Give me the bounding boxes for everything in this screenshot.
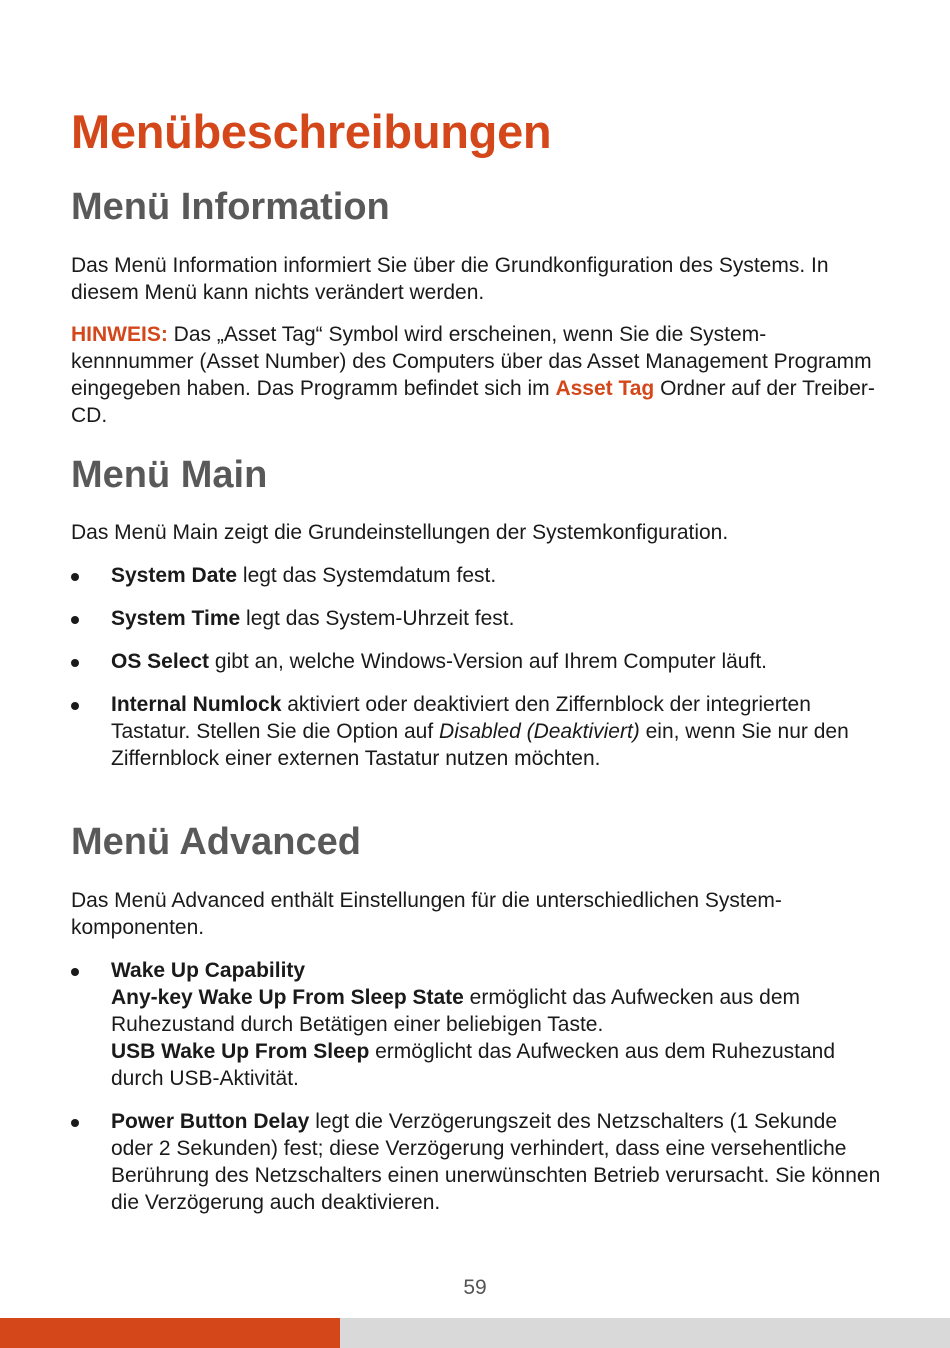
item-term: Wake Up Capability bbox=[111, 959, 306, 982]
list-item bbox=[71, 1108, 883, 1216]
section-heading-information: Menü Information bbox=[71, 186, 390, 228]
note-text-2: Ordner auf der Treiber-CD. bbox=[71, 377, 875, 427]
page-number: 59 bbox=[463, 1276, 487, 1299]
advanced-list bbox=[71, 957, 883, 1216]
item-term: Internal Numlock bbox=[111, 693, 282, 716]
information-note bbox=[71, 321, 883, 429]
item-text: legt die Verzögerungszeit des Netzschalters (1 Sekunde oder 2 Sekunden) fest; diese Verzögerung verhindert, dass eine versehentliche Berührung des Netzschalters einen unerwünschten Betrieb verursacht. Sie können die Verzögerung auch deaktivieren. bbox=[111, 1110, 881, 1214]
bullet-icon bbox=[71, 616, 79, 624]
item-term: Power Button Delay bbox=[111, 1110, 310, 1133]
item-text: legt das Systemdatum fest. bbox=[237, 564, 497, 587]
bullet-icon bbox=[71, 659, 79, 667]
footer-accent-bar bbox=[0, 1318, 340, 1348]
footer-gray-bar bbox=[340, 1318, 950, 1348]
note-text-1: Das „Asset Tag“ Symbol wird erscheinen, wenn Sie die System-kennnummer (Asset Number) des Computers über das Asset Management Programm eingegeben haben. Das Programm befindet sich im bbox=[71, 323, 872, 400]
page-title: Menübeschreibungen bbox=[71, 105, 552, 158]
list-item bbox=[71, 648, 883, 675]
list-item bbox=[71, 957, 883, 1092]
bullet-icon bbox=[71, 1119, 79, 1127]
main-list bbox=[71, 562, 883, 772]
item-italic: Disabled (Deaktiviert) bbox=[439, 720, 640, 743]
item-text: aktiviert oder deaktiviert den Ziffernblock der integrierten Tastatur. Stellen Sie die Option auf bbox=[111, 693, 811, 743]
sub-text-2: ermöglicht das Aufwecken aus dem Ruhezustand durch USB-Aktivität. bbox=[111, 1040, 836, 1090]
sub-text-1: ermöglicht das Aufwecken aus dem Ruhezustand durch Betätigen einer beliebigen Taste. bbox=[111, 986, 801, 1036]
section-heading-advanced: Menü Advanced bbox=[71, 821, 361, 863]
note-label: HINWEIS: bbox=[71, 323, 168, 346]
advanced-intro: Das Menü Advanced enthält Einstellungen für die unterschiedlichen System-komponenten. bbox=[71, 889, 782, 939]
bullet-icon bbox=[71, 573, 79, 581]
section-heading-main: Menü Main bbox=[71, 454, 268, 496]
sub-term-2: USB Wake Up From Sleep bbox=[111, 1040, 370, 1063]
list-item bbox=[71, 691, 883, 772]
item-term: OS Select bbox=[111, 650, 210, 673]
sub-term-1: Any-key Wake Up From Sleep State bbox=[111, 986, 464, 1009]
list-item bbox=[71, 605, 883, 632]
item-text-2: ein, wenn Sie nur den Ziffernblock einer externen Tastatur nutzen möchten. bbox=[111, 720, 849, 770]
item-text: legt das System-Uhrzeit fest. bbox=[240, 607, 515, 630]
main-intro: Das Menü Main zeigt die Grundeinstellungen der Systemkonfiguration. bbox=[71, 521, 729, 544]
item-term: System Date bbox=[111, 564, 238, 587]
list-item bbox=[71, 562, 883, 589]
item-text: gibt an, welche Windows-Version auf Ihrem Computer läuft. bbox=[209, 650, 767, 673]
item-term: System Time bbox=[111, 607, 241, 630]
information-intro: Das Menü Information informiert Sie über die Grundkonfiguration des Systems. In diesem Menü kann nichts verändert werden. bbox=[71, 254, 829, 304]
bullet-icon bbox=[71, 702, 79, 710]
note-bold: Asset Tag bbox=[555, 377, 655, 400]
bullet-icon bbox=[71, 968, 79, 976]
